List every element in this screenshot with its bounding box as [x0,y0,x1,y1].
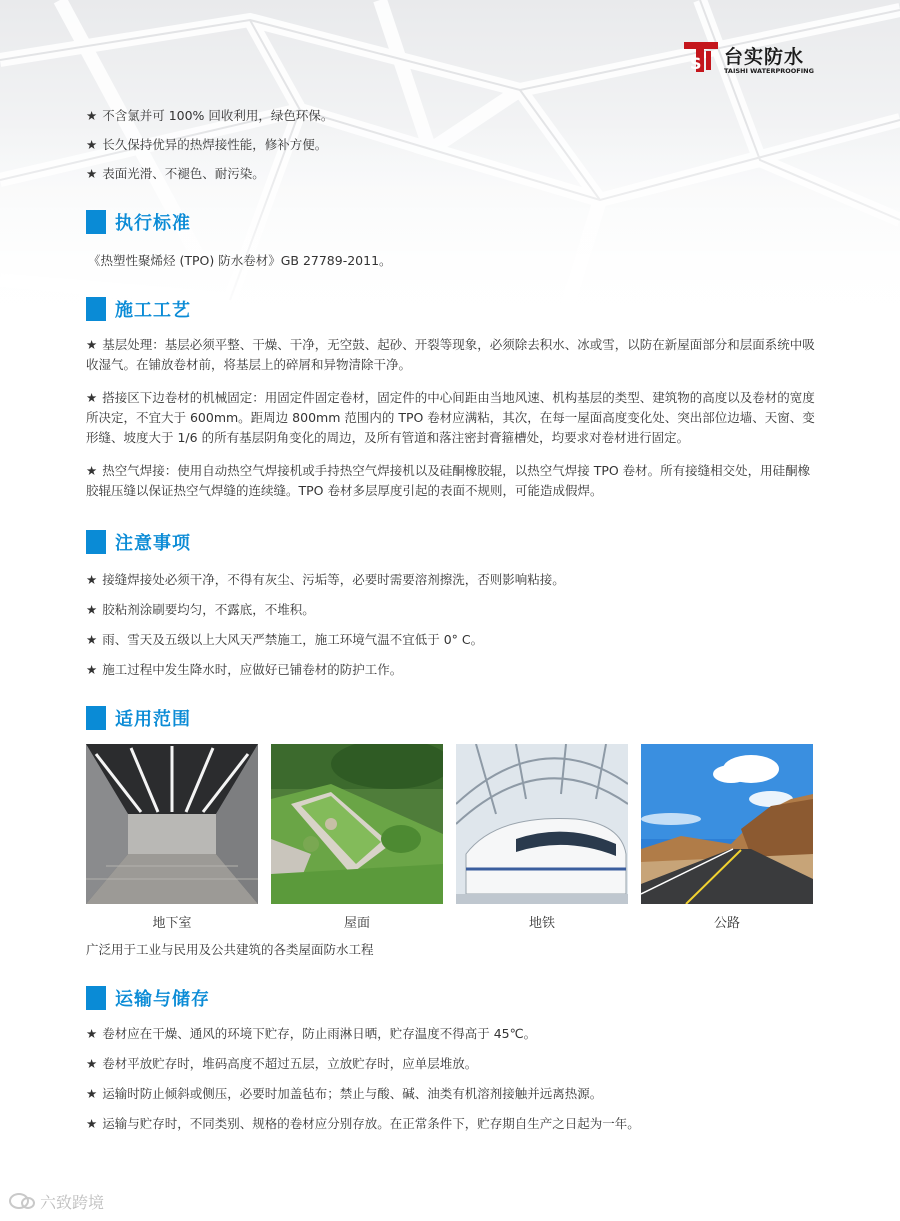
photo-highway [641,744,813,904]
brand-name-en: TAISHI WATERPROOFING [724,67,814,75]
intro-item: ★ 长久保持优异的热焊接性能，修补方便。 [86,137,328,152]
intro-item: ★ 表面光滑、不褪色、耐污染。 [86,166,265,181]
photo-caption: 屋面 [343,916,370,931]
process-item: ★ 基层处理：基层必须平整、干燥、干净，无空鼓、起砂、开裂等现象，必须除去积水、冰或雪，以防在新屋面部分和层面系统中吸收湿气。在铺放卷材前，将基层上的碎屑和异物清除干净。 [86,337,815,372]
standard-text: 《热塑性聚烯烃 (TPO) 防水卷材》GB 27789-2011。 [88,253,392,268]
ts-logo-icon [684,40,718,74]
photo-roof [271,744,443,904]
section-storage-heading: 运输与储存 [86,986,210,1010]
intro-item: ★ 不含氯并可 100% 回收利用，绿色环保。 [86,108,334,123]
photo-caption: 地下室 [152,916,192,931]
chat-bubble-icon [8,1191,36,1213]
section-marker [86,986,106,1010]
process-item: ★ 搭接区下边卷材的机械固定：用固定件固定卷材，固定件的中心间距由当地风速、机构基层的类型、建筑物的高度以及卷材的宽度所决定，不宜大于 600mm。距周边 800mm 范围内的 TPO 卷材应满粘，其次，在每一屋面高度变化处、突出部位边墙、天窗、变形缝、坡度大于 1/6 的所有基层阴角变化的周边，及所有管道和落注密封膏箍槽处，均要求对卷材进行固定。 [86,390,815,445]
note-item: ★ 施工过程中发生降水时，应做好已铺卷材的防护工作。 [86,662,403,677]
storage-item: ★ 卷材应在干燥、通风的环境下贮存，防止雨淋日晒，贮存温度不得高于 45℃。 [86,1026,537,1041]
brand-logo [684,40,824,80]
section-process-heading: 施工工艺 [86,297,191,321]
section-marker [86,297,106,321]
process-item: ★ 热空气焊接：使用自动热空气焊接机或手持热空气焊接机以及硅酮橡胶辊，以热空气焊接 TPO 卷材。所有接缝相交处，用硅酮橡胶辊压缝以保证热空气焊缝的连续缝。TPO 卷材多层厚度引起的表面不规则，可能造成假焊。 [86,463,811,498]
storage-item: ★ 卷材平放贮存时，堆码高度不超过五层，立放贮存时，应单层堆放。 [86,1056,478,1071]
section-notes-heading: 注意事项 [86,530,191,554]
watermark-text: 六致跨境 [40,1193,105,1212]
storage-item: ★ 运输与贮存时，不同类别、规格的卷材应分别存放。在正常条件下，贮存期自生产之日起为一年。 [86,1116,640,1131]
storage-item: ★ 运输时防止倾斜或侧压，必要时加盖毡布；禁止与酸、碱、油类有机溶剂接触并远离热源。 [86,1086,603,1101]
brand-name-cn: 台实防水 [724,46,805,68]
scope-summary: 广泛用于工业与民用及公共建筑的各类屋面防水工程 [86,942,374,957]
photo-basement [86,744,258,904]
section-marker [86,210,106,234]
section-standard-heading: 执行标准 [86,210,191,234]
note-item: ★ 接缝焊接处必须干净，不得有灰尘、污垢等，必要时需要溶剂擦洗，否则影响粘接。 [86,572,565,587]
photo-caption: 地铁 [528,916,555,931]
watermark [8,1190,104,1213]
svg-text:S: S [690,54,702,73]
section-scope-heading: 适用范围 [86,706,191,730]
note-item: ★ 胶粘剂涂刷要均匀，不露底，不堆积。 [86,602,315,617]
section-marker [86,706,106,730]
photo-caption: 公路 [713,916,740,931]
note-item: ★ 雨、雪天及五级以上大风天严禁施工，施工环境气温不宜低于 0° C。 [86,632,484,647]
section-marker [86,530,106,554]
photo-subway [456,744,628,904]
